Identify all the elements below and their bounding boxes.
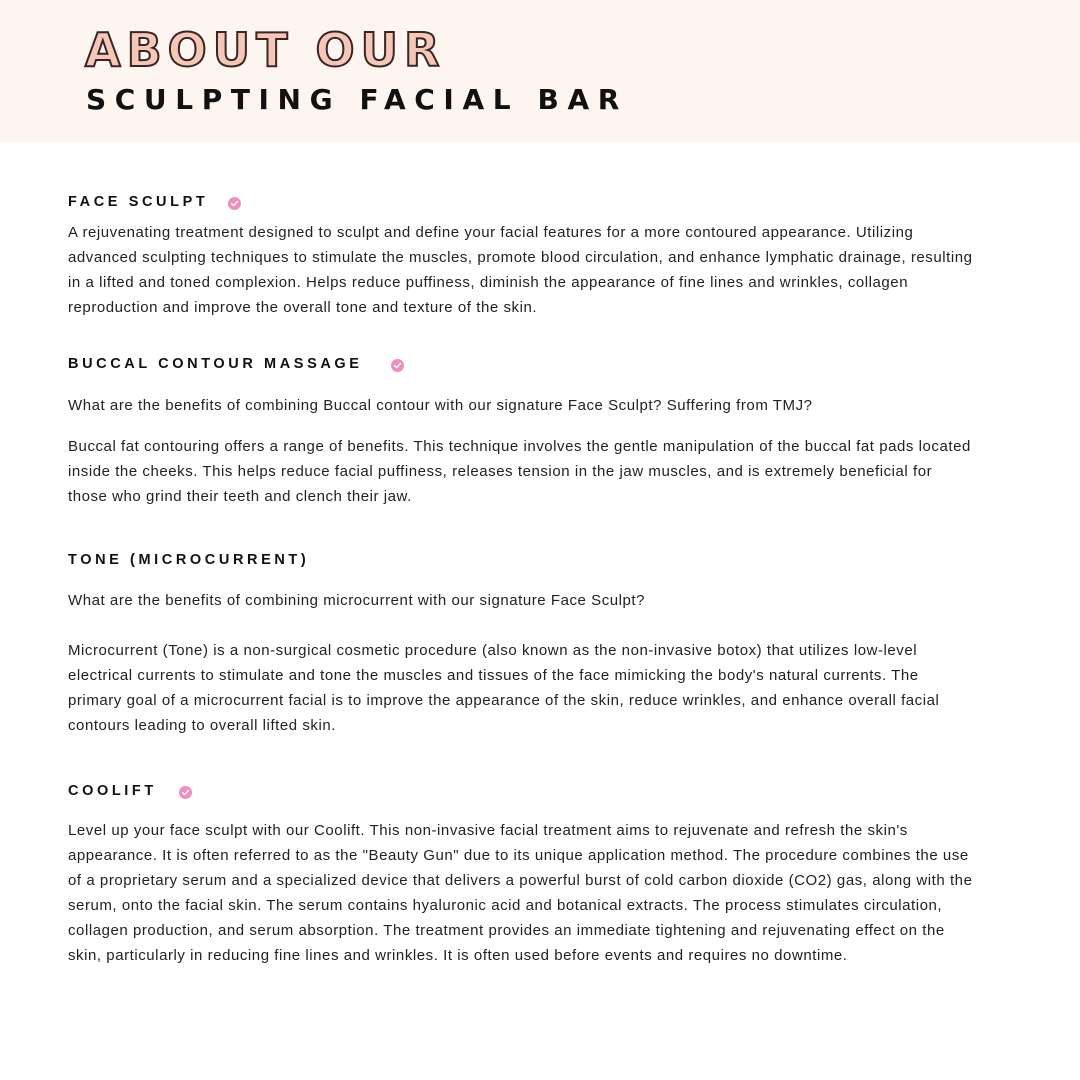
section-title: BUCCAL CONTOUR MASSAGE	[68, 355, 363, 372]
check-badge-icon	[391, 359, 404, 372]
section-heading-coolift	[68, 782, 192, 799]
section-question: What are the benefits of combining microcurrent with our signature Face Sculpt?	[68, 592, 646, 609]
check-badge-icon	[228, 197, 241, 210]
section-paragraph: Microcurrent (Tone) is a non-surgical cosmetic procedure (also known as the non-invasive botox) that utilizes low-level electrical currents to stimulate and tone the muscles and tissues of the face mimicking the body's natural currents. The primary goal of a microcurrent facial is to improve the appearance of the skin, reduce wrinkles, and enhance overall facial contours leading to overall lifted skin.	[68, 642, 940, 734]
section-heading-tone	[68, 552, 309, 568]
check-badge-icon	[179, 786, 192, 799]
section-paragraph: Buccal fat contouring offers a range of benefits. This technique involves the gentle manipulation of the buccal fat pads located inside the cheeks. This helps reduce facial puffiness, releases tension in the jaw muscles, and is extremely beneficial for those who grind their teeth and clench their jaw.	[68, 438, 971, 505]
page-title-line2: SCULPTING FACIAL BAR	[86, 83, 628, 116]
section-title: COOLIFT	[68, 782, 157, 799]
section-paragraph: Level up your face sculpt with our Coolift. This non-invasive facial treatment aims to rejuvenate and refresh the skin's appearance. It is often referred to as the "Beauty Gun" due to its unique application method. The procedure combines the use of a proprietary serum and a specialized device that delivers a powerful burst of cold carbon dioxide (CO2) gas, along with the serum, onto the facial skin. The serum contains hyaluronic acid and botanical extracts. The process stimulates circulation, collagen production, and serum absorption. The treatment provides an immediate tightening and rejuvenating effect on the skin, particularly in reducing fine lines and wrinkles. It is often used before events and requires no downtime.	[68, 822, 973, 964]
page-title-line1: ABOUT OUR	[85, 23, 446, 77]
section-paragraph: A rejuvenating treatment designed to sculpt and define your facial features for a more contoured appearance. Utilizing advanced sculpting techniques to stimulate the muscles, promote blood circulation, and enhance lymphatic drainage, resulting in a lifted and toned complexion. Helps reduce puffiness, diminish the appearance of fine lines and wrinkles, collagen reproduction and improve the overall tone and texture of the skin.	[68, 224, 973, 316]
section-title: FACE SCULPT	[68, 193, 209, 210]
section-heading-buccal-contour	[68, 355, 404, 372]
section-question: What are the benefits of combining Buccal contour with our signature Face Sculpt? Suffering from TMJ?	[68, 397, 813, 414]
section-heading-face-sculpt	[68, 193, 241, 210]
section-title: TONE (MICROCURRENT)	[68, 552, 310, 568]
page-header	[0, 0, 1080, 142]
